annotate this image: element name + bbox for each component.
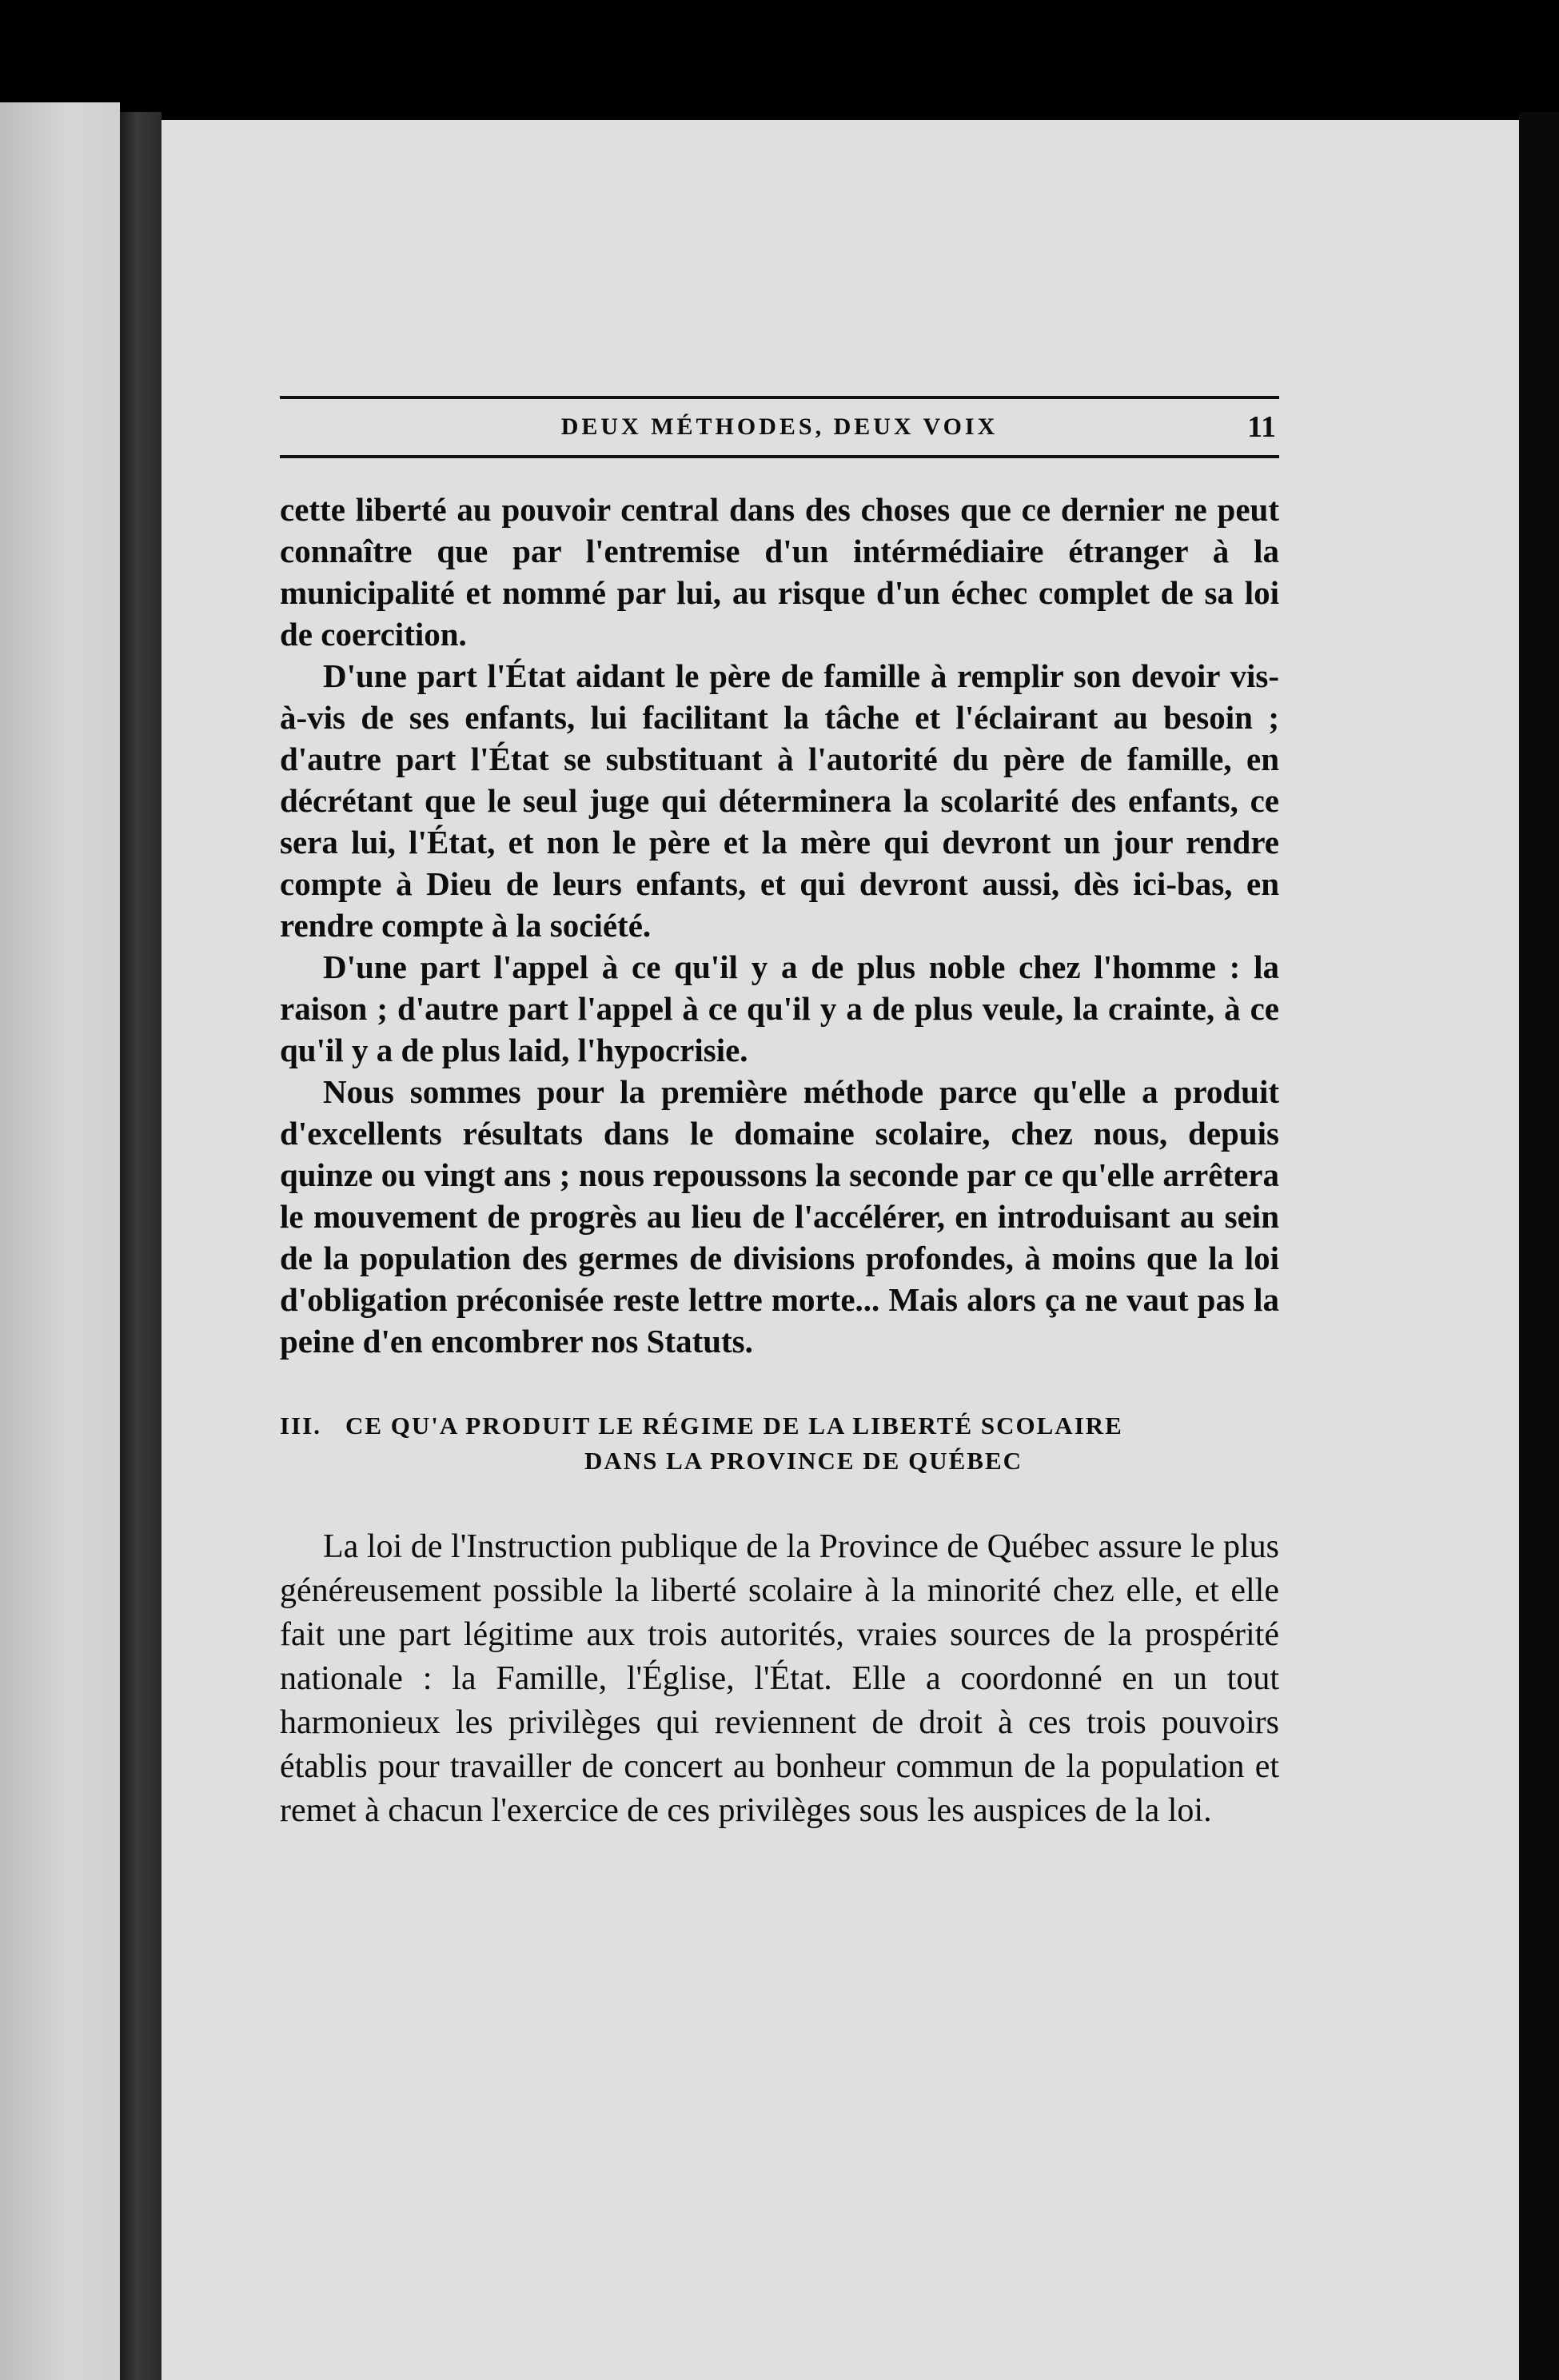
page bbox=[161, 120, 1519, 2380]
page-content bbox=[280, 396, 1279, 1867]
section-number: III. bbox=[280, 1412, 321, 1440]
paragraph: Nous sommes pour la première méthode parce qu'elle a produit d'excellents résultats dans le domaine scolaire, chez nous, depuis quinze ou vingt ans ; nous repoussons la seconde par ce qu'elle arrêtera le mouvement de progrès au lieu de l'accélérer, en introduisant au sein de la population des germes de divisions profondes, à moins que la loi d'obligation préconisée reste lettre morte... Mais alors ça ne vaut pas la peine d'en encombrer nos Statuts. bbox=[280, 1073, 1279, 1360]
paragraph-continued: cette liberté au pouvoir central dans des choses que ce dernier ne peut connaître que par l'entremise d'un intérmédiaire étranger à la municipalité et nommé par lui, au risque d'un échec complet de sa loi de coercition. bbox=[280, 491, 1279, 653]
section-title-part-1: CE QU'A PRODUIT LE RÉGIME DE LA LIBERTÉ SCOLAIRE bbox=[345, 1412, 1123, 1440]
body-text bbox=[280, 489, 1279, 1362]
paragraph: D'une part l'appel à ce qu'il y a de plus noble chez l'homme : la raison ; d'autre part l'appel à ce qu'il y a de plus veule, la crainte, à ce qu'il y a de plus laid, l'hypocrisie. bbox=[280, 948, 1279, 1068]
right-border bbox=[1519, 112, 1559, 2380]
page-number: 11 bbox=[1247, 410, 1276, 444]
book-spine-shadow bbox=[120, 112, 161, 2380]
running-head bbox=[280, 399, 1279, 455]
previous-page-edge bbox=[0, 102, 120, 2380]
running-title: DEUX MÉTHODES, DEUX VOIX bbox=[560, 413, 999, 440]
paragraph: D'une part l'État aidant le père de famille à remplir son devoir vis-à-vis de ses enfants, lui facilitant la tâche et l'éclairant au besoin ; d'autre part l'État se substituant à l'autorité du père de famille, en décrétant que le seul juge qui déterminera la scolarité des enfants, ce sera lui, l'État, et non le père et la mère qui devront un jour rendre compte à Dieu de leurs enfants, et qui devront aussi, dès ici-bas, en rendre compte à la société. bbox=[280, 657, 1279, 944]
section-body-paragraph: La loi de l'Instruction publique de la Province de Québec assure le plus généreusement possible la liberté scolaire à la minorité chez elle, et elle fait une part légitime aux trois autorités, vraies sources de la prospérité nationale : la Famille, l'Église, l'État. Elle a coordonné en un tout harmonieux les privilèges qui reviennent de droit à ces trois pouvoirs établis pour travailler de concert au bonheur commun de la population et remet à chacun l'exercice de ces privilèges sous les auspices de la loi. bbox=[280, 1528, 1279, 1829]
section-heading bbox=[280, 1408, 1279, 1479]
section-title-part-2: DANS LA PROVINCE DE QUÉBEC bbox=[584, 1447, 1023, 1475]
bottom-rule bbox=[280, 455, 1279, 458]
section-heading-line-1 bbox=[280, 1408, 1279, 1444]
